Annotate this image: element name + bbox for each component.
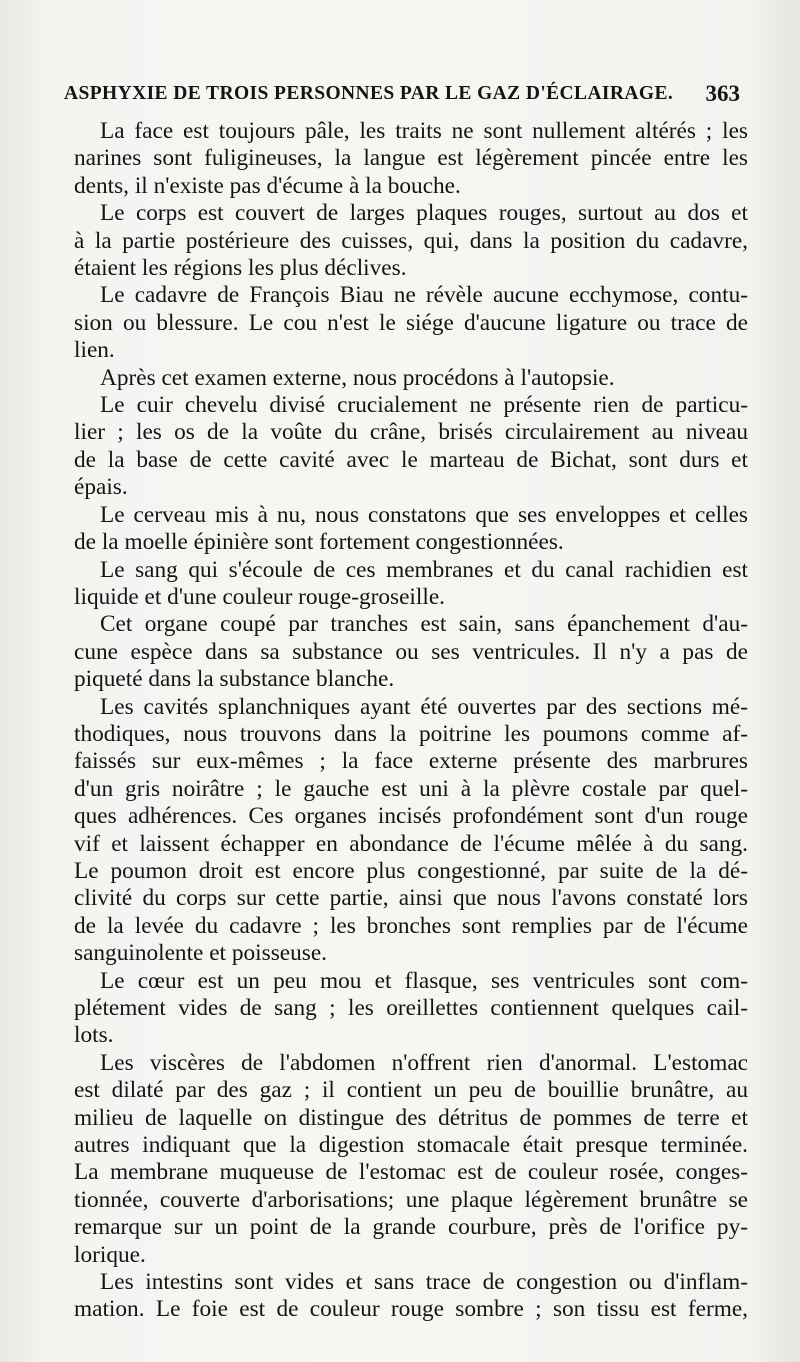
text-line: cune espèce dans sa substance ou ses ventricules. Il n'y a pas de [74,638,748,665]
paragraph [48,694,748,968]
text-line: sion ou blessure. Le cou n'est le siége d'aucune ligature ou trace de [74,309,748,336]
text-line: lier ; les os de la voûte du crâne, brisés circulairement au niveau [74,419,748,446]
text-line: lien. [74,337,115,364]
text-line: Le poumon droit est encore plus congestionné, par suite de la dé- [74,857,748,884]
text-line: narines sont fuligineuses, la langue est légèrement pincée entre les [74,145,748,172]
text-line: Le cuir chevelu divisé crucialement ne présente rien de particu- [100,392,748,419]
paragraph [48,611,748,693]
paragraph [48,365,748,392]
text-line: Les cavités splanchniques ayant été ouvertes par des sections mé- [100,693,748,720]
text-line: clivité du corps sur cette partie, ainsi que nous l'avons constaté lors [74,885,748,912]
text-line: Cet organe coupé par tranches est sain, sans épanchement d'au- [100,611,748,638]
text-line: Le corps est couvert de larges plaques rouges, surtout au dos et [100,200,748,227]
text-line: La face est toujours pâle, les traits ne sont nullement altérés ; les [100,118,748,144]
text-line: thodiques, nous trouvons dans la poitrine les poumons comme af- [74,720,748,747]
body-text [48,118,748,1324]
paragraph [48,200,748,282]
text-line: plétement vides de sang ; les oreillettes contiennent quelques cail- [74,995,748,1021]
paragraph [48,968,748,1050]
text-line: milieu de laquelle on distingue des détritus de pommes de terre et [74,1104,748,1131]
paragraph [48,502,748,557]
text-line: faissés sur eux-mêmes ; la face externe présente des marbrures [74,748,748,775]
text-line: Les viscères de l'abdomen n'offrent rien d'anormal. L'estomac [100,1049,748,1076]
text-line: mation. Le foie est de couleur rouge sombre ; son tissu est ferme, [74,1296,748,1323]
text-line: épais. [74,474,128,501]
text-line: Le sang qui s'écoule de ces membranes et du canal rachidien est [100,556,748,583]
text-line: d'un gris noirâtre ; le gauche est uni à la plèvre costale par quel- [74,775,748,802]
page-header [64,83,740,113]
text-line: vif et laissent échapper en abondance de l'écume mêlée à du sang. [74,830,748,857]
paragraph [48,1269,748,1324]
text-line: de la moelle épinière sont fortement congestionnées. [74,529,564,556]
text-line: tionnée, couverte d'arborisations; une plaque légèrement brunâtre se [74,1186,748,1213]
text-line: sanguinolente et poisseuse. [74,940,327,967]
text-line: Le cœur est un peu mou et flasque, ses ventricules sont com- [100,967,748,994]
text-line: dents, il n'existe pas d'écume à la bouche. [74,172,461,199]
text-line: Le cerveau mis à nu, nous constatons que ses enveloppes et celles [100,501,748,528]
text-line: à la partie postérieure des cuisses, qui, dans la position du cadavre, [74,227,748,254]
text-line: liquide et d'une couleur rouge-groseille. [74,583,445,610]
text-line: piqueté dans la substance blanche. [74,666,395,693]
paragraph [48,557,748,612]
paragraph [48,1050,748,1269]
text-line: autres indiquant que la digestion stomacale était presque terminée. [74,1132,748,1159]
text-line: La membrane muqueuse de l'estomac est de couleur rosée, conges- [74,1159,748,1186]
text-line: Après cet examen externe, nous procédons à l'autopsie. [100,364,615,391]
text-line: Le cadavre de François Biau ne révèle aucune ecchymose, contu- [100,282,748,309]
paragraph [48,118,748,200]
text-line: de la levée du cadavre ; les bronches sont remplies par de l'écume [74,912,748,939]
paragraph [48,282,748,364]
text-line: est dilaté par des gaz ; il contient un peu de bouillie brunâtre, au [74,1077,748,1104]
paragraph [48,392,748,502]
text-line: de la base de cette cavité avec le marteau de Bichat, sont durs et [74,446,748,473]
text-line: remarque sur un point de la grande courbure, près de l'orifice py- [74,1214,748,1241]
text-line: lorique. [74,1241,146,1268]
text-line: ques adhérences. Ces organes incisés profondément sont d'un rouge [74,803,748,830]
text-line: lots. [74,1022,114,1049]
running-title: ASPHYXIE DE TROIS PERSONNES PAR LE GAZ D'ÉCLAIRAGE. [64,83,674,104]
text-line: étaient les régions les plus déclives. [74,255,407,282]
page-number: 363 [705,81,740,106]
text-line: Les intestins sont vides et sans trace de congestion ou d'inflam- [100,1269,748,1296]
